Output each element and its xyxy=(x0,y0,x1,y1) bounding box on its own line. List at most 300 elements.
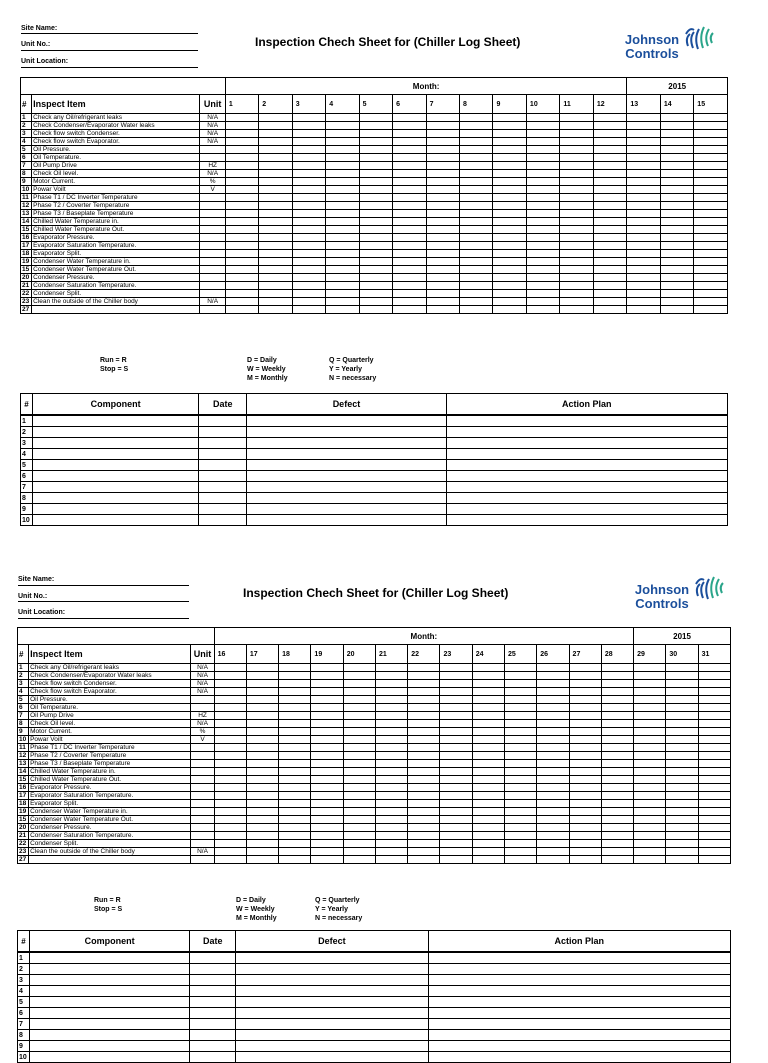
day-cell[interactable] xyxy=(279,752,311,760)
day-cell[interactable] xyxy=(214,760,246,768)
day-cell[interactable] xyxy=(343,760,375,768)
day-cell[interactable] xyxy=(311,688,343,696)
day-cell[interactable] xyxy=(408,664,440,672)
day-cell[interactable] xyxy=(569,672,601,680)
day-cell[interactable] xyxy=(279,680,311,688)
component-cell[interactable] xyxy=(30,1030,190,1041)
day-cell[interactable] xyxy=(375,712,407,720)
day-cell[interactable] xyxy=(601,688,633,696)
day-cell[interactable] xyxy=(505,792,537,800)
day-cell[interactable] xyxy=(408,856,440,864)
day-cell[interactable] xyxy=(666,672,698,680)
day-cell[interactable] xyxy=(246,856,278,864)
day-cell[interactable] xyxy=(698,848,730,856)
day-cell[interactable] xyxy=(279,784,311,792)
day-cell[interactable] xyxy=(440,744,472,752)
action-plan-cell[interactable] xyxy=(428,1041,730,1052)
day-cell[interactable] xyxy=(279,808,311,816)
day-cell[interactable] xyxy=(311,856,343,864)
action-plan-cell[interactable] xyxy=(428,1030,730,1041)
unit-location-field[interactable] xyxy=(18,618,189,619)
day-cell[interactable] xyxy=(214,768,246,776)
day-cell[interactable] xyxy=(472,808,504,816)
day-cell[interactable] xyxy=(311,736,343,744)
day-cell[interactable] xyxy=(698,744,730,752)
day-cell[interactable] xyxy=(601,704,633,712)
defect-cell[interactable] xyxy=(236,1030,428,1041)
day-cell[interactable] xyxy=(569,728,601,736)
day-cell[interactable] xyxy=(666,744,698,752)
day-cell[interactable] xyxy=(698,664,730,672)
day-cell[interactable] xyxy=(698,672,730,680)
day-cell[interactable] xyxy=(698,824,730,832)
component-cell[interactable] xyxy=(30,997,190,1008)
day-cell[interactable] xyxy=(634,704,666,712)
day-cell[interactable] xyxy=(311,752,343,760)
day-cell[interactable] xyxy=(279,696,311,704)
day-cell[interactable] xyxy=(440,752,472,760)
day-cell[interactable] xyxy=(634,720,666,728)
day-cell[interactable] xyxy=(698,680,730,688)
day-cell[interactable] xyxy=(375,816,407,824)
day-cell[interactable] xyxy=(601,752,633,760)
day-cell[interactable] xyxy=(279,760,311,768)
day-cell[interactable] xyxy=(698,760,730,768)
day-cell[interactable] xyxy=(408,728,440,736)
day-cell[interactable] xyxy=(505,720,537,728)
day-cell[interactable] xyxy=(408,736,440,744)
day-cell[interactable] xyxy=(666,728,698,736)
day-cell[interactable] xyxy=(408,712,440,720)
day-cell[interactable] xyxy=(698,792,730,800)
day-cell[interactable] xyxy=(311,784,343,792)
defect-cell[interactable] xyxy=(236,952,428,964)
day-cell[interactable] xyxy=(505,824,537,832)
day-cell[interactable] xyxy=(214,776,246,784)
action-plan-cell[interactable] xyxy=(428,986,730,997)
day-cell[interactable] xyxy=(569,776,601,784)
day-cell[interactable] xyxy=(601,744,633,752)
month-label[interactable]: Month: xyxy=(225,78,627,95)
day-cell[interactable] xyxy=(311,664,343,672)
day-cell[interactable] xyxy=(279,664,311,672)
day-cell[interactable] xyxy=(472,736,504,744)
day-cell[interactable] xyxy=(279,720,311,728)
day-cell[interactable] xyxy=(246,768,278,776)
day-cell[interactable] xyxy=(537,752,569,760)
day-cell[interactable] xyxy=(569,680,601,688)
day-cell[interactable] xyxy=(601,720,633,728)
day-cell[interactable] xyxy=(505,840,537,848)
day-cell[interactable] xyxy=(472,800,504,808)
date-cell[interactable] xyxy=(190,1041,236,1052)
day-cell[interactable] xyxy=(601,792,633,800)
day-cell[interactable] xyxy=(698,752,730,760)
day-cell[interactable] xyxy=(698,704,730,712)
day-cell[interactable] xyxy=(279,840,311,848)
day-cell[interactable] xyxy=(311,680,343,688)
day-cell[interactable] xyxy=(698,800,730,808)
day-cell[interactable] xyxy=(408,824,440,832)
day-cell[interactable] xyxy=(279,704,311,712)
day-cell[interactable] xyxy=(246,816,278,824)
day-cell[interactable] xyxy=(440,800,472,808)
day-cell[interactable] xyxy=(505,800,537,808)
day-cell[interactable] xyxy=(214,680,246,688)
day-cell[interactable] xyxy=(505,832,537,840)
day-cell[interactable] xyxy=(472,784,504,792)
day-cell[interactable] xyxy=(601,784,633,792)
day-cell[interactable] xyxy=(246,680,278,688)
day-cell[interactable] xyxy=(214,784,246,792)
day-cell[interactable] xyxy=(311,696,343,704)
day-cell[interactable] xyxy=(472,856,504,864)
day-cell[interactable] xyxy=(311,840,343,848)
day-cell[interactable] xyxy=(375,808,407,816)
day-cell[interactable] xyxy=(537,816,569,824)
day-cell[interactable] xyxy=(666,856,698,864)
day-cell[interactable] xyxy=(634,856,666,864)
day-cell[interactable] xyxy=(537,680,569,688)
day-cell[interactable] xyxy=(246,840,278,848)
day-cell[interactable] xyxy=(408,744,440,752)
day-cell[interactable] xyxy=(375,720,407,728)
day-cell[interactable] xyxy=(569,784,601,792)
day-cell[interactable] xyxy=(214,856,246,864)
day-cell[interactable] xyxy=(311,720,343,728)
day-cell[interactable] xyxy=(472,720,504,728)
day-cell[interactable] xyxy=(343,752,375,760)
date-cell[interactable] xyxy=(190,952,236,964)
day-cell[interactable] xyxy=(408,848,440,856)
day-cell[interactable] xyxy=(279,776,311,784)
day-cell[interactable] xyxy=(279,672,311,680)
day-cell[interactable] xyxy=(343,664,375,672)
day-cell[interactable] xyxy=(698,688,730,696)
day-cell[interactable] xyxy=(343,696,375,704)
day-cell[interactable] xyxy=(440,720,472,728)
day-cell[interactable] xyxy=(440,680,472,688)
day-cell[interactable] xyxy=(537,856,569,864)
day-cell[interactable] xyxy=(408,720,440,728)
day-cell[interactable] xyxy=(246,720,278,728)
day-cell[interactable] xyxy=(569,848,601,856)
day-cell[interactable] xyxy=(472,840,504,848)
day-cell[interactable] xyxy=(505,784,537,792)
day-cell[interactable] xyxy=(537,824,569,832)
day-cell[interactable] xyxy=(634,808,666,816)
day-cell[interactable] xyxy=(375,728,407,736)
day-cell[interactable] xyxy=(698,768,730,776)
day-cell[interactable] xyxy=(634,744,666,752)
day-cell[interactable] xyxy=(375,736,407,744)
day-cell[interactable] xyxy=(214,752,246,760)
day-cell[interactable] xyxy=(343,712,375,720)
day-cell[interactable] xyxy=(279,736,311,744)
day-cell[interactable] xyxy=(666,792,698,800)
day-cell[interactable] xyxy=(375,800,407,808)
action-plan-cell[interactable] xyxy=(428,997,730,1008)
action-plan-cell[interactable] xyxy=(428,1008,730,1019)
day-cell[interactable] xyxy=(408,672,440,680)
day-cell[interactable] xyxy=(698,696,730,704)
day-cell[interactable] xyxy=(343,720,375,728)
day-cell[interactable] xyxy=(214,672,246,680)
day-cell[interactable] xyxy=(569,816,601,824)
day-cell[interactable] xyxy=(569,840,601,848)
day-cell[interactable] xyxy=(440,760,472,768)
day-cell[interactable] xyxy=(214,696,246,704)
day-cell[interactable] xyxy=(214,808,246,816)
day-cell[interactable] xyxy=(246,728,278,736)
day-cell[interactable] xyxy=(505,760,537,768)
day-cell[interactable] xyxy=(408,832,440,840)
day-cell[interactable] xyxy=(214,728,246,736)
day-cell[interactable] xyxy=(214,736,246,744)
day-cell[interactable] xyxy=(343,688,375,696)
day-cell[interactable] xyxy=(408,688,440,696)
day-cell[interactable] xyxy=(279,816,311,824)
day-cell[interactable] xyxy=(246,696,278,704)
day-cell[interactable] xyxy=(666,752,698,760)
component-cell[interactable] xyxy=(30,1008,190,1019)
day-cell[interactable] xyxy=(666,680,698,688)
day-cell[interactable] xyxy=(214,832,246,840)
day-cell[interactable] xyxy=(214,792,246,800)
day-cell[interactable] xyxy=(440,704,472,712)
day-cell[interactable] xyxy=(343,824,375,832)
day-cell[interactable] xyxy=(505,776,537,784)
day-cell[interactable] xyxy=(634,776,666,784)
date-cell[interactable] xyxy=(190,1030,236,1041)
day-cell[interactable] xyxy=(246,824,278,832)
day-cell[interactable] xyxy=(569,752,601,760)
day-cell[interactable] xyxy=(698,776,730,784)
day-cell[interactable] xyxy=(343,784,375,792)
day-cell[interactable] xyxy=(601,800,633,808)
day-cell[interactable] xyxy=(408,776,440,784)
component-cell[interactable] xyxy=(30,952,190,964)
day-cell[interactable] xyxy=(375,784,407,792)
day-cell[interactable] xyxy=(214,720,246,728)
day-cell[interactable] xyxy=(505,688,537,696)
day-cell[interactable] xyxy=(472,688,504,696)
day-cell[interactable] xyxy=(408,696,440,704)
day-cell[interactable] xyxy=(569,720,601,728)
date-cell[interactable] xyxy=(190,975,236,986)
day-cell[interactable] xyxy=(634,824,666,832)
day-cell[interactable] xyxy=(375,824,407,832)
day-cell[interactable] xyxy=(569,824,601,832)
component-cell[interactable] xyxy=(30,964,190,975)
day-cell[interactable] xyxy=(537,760,569,768)
action-plan-cell[interactable] xyxy=(428,952,730,964)
day-cell[interactable] xyxy=(311,792,343,800)
day-cell[interactable] xyxy=(343,832,375,840)
day-cell[interactable] xyxy=(505,744,537,752)
day-cell[interactable] xyxy=(472,752,504,760)
day-cell[interactable] xyxy=(311,760,343,768)
day-cell[interactable] xyxy=(601,848,633,856)
day-cell[interactable] xyxy=(601,768,633,776)
day-cell[interactable] xyxy=(569,800,601,808)
day-cell[interactable] xyxy=(666,800,698,808)
day-cell[interactable] xyxy=(666,768,698,776)
day-cell[interactable] xyxy=(343,816,375,824)
day-cell[interactable] xyxy=(472,768,504,776)
day-cell[interactable] xyxy=(666,816,698,824)
day-cell[interactable] xyxy=(440,736,472,744)
day-cell[interactable] xyxy=(375,856,407,864)
day-cell[interactable] xyxy=(634,688,666,696)
day-cell[interactable] xyxy=(375,664,407,672)
day-cell[interactable] xyxy=(537,736,569,744)
day-cell[interactable] xyxy=(214,688,246,696)
day-cell[interactable] xyxy=(472,696,504,704)
day-cell[interactable] xyxy=(343,856,375,864)
action-plan-cell[interactable] xyxy=(428,975,730,986)
day-cell[interactable] xyxy=(601,856,633,864)
day-cell[interactable] xyxy=(505,680,537,688)
day-cell[interactable] xyxy=(505,768,537,776)
day-cell[interactable] xyxy=(375,768,407,776)
day-cell[interactable] xyxy=(279,856,311,864)
day-cell[interactable] xyxy=(505,696,537,704)
day-cell[interactable] xyxy=(634,800,666,808)
day-cell[interactable] xyxy=(214,848,246,856)
date-cell[interactable] xyxy=(190,964,236,975)
day-cell[interactable] xyxy=(634,696,666,704)
day-cell[interactable] xyxy=(505,752,537,760)
day-cell[interactable] xyxy=(440,832,472,840)
day-cell[interactable] xyxy=(569,704,601,712)
month-label[interactable]: Month: xyxy=(214,628,633,645)
day-cell[interactable] xyxy=(698,832,730,840)
day-cell[interactable] xyxy=(472,832,504,840)
day-cell[interactable] xyxy=(505,664,537,672)
day-cell[interactable] xyxy=(408,784,440,792)
day-cell[interactable] xyxy=(505,848,537,856)
day-cell[interactable] xyxy=(666,704,698,712)
day-cell[interactable] xyxy=(311,768,343,776)
day-cell[interactable] xyxy=(569,744,601,752)
defect-cell[interactable] xyxy=(236,997,428,1008)
day-cell[interactable] xyxy=(214,744,246,752)
day-cell[interactable] xyxy=(440,688,472,696)
day-cell[interactable] xyxy=(246,744,278,752)
date-cell[interactable] xyxy=(190,997,236,1008)
day-cell[interactable] xyxy=(601,672,633,680)
day-cell[interactable] xyxy=(408,816,440,824)
day-cell[interactable] xyxy=(537,696,569,704)
day-cell[interactable] xyxy=(634,768,666,776)
day-cell[interactable] xyxy=(246,808,278,816)
day-cell[interactable] xyxy=(343,792,375,800)
day-cell[interactable] xyxy=(634,712,666,720)
day-cell[interactable] xyxy=(601,760,633,768)
day-cell[interactable] xyxy=(666,720,698,728)
date-cell[interactable] xyxy=(190,1008,236,1019)
day-cell[interactable] xyxy=(408,792,440,800)
day-cell[interactable] xyxy=(375,832,407,840)
day-cell[interactable] xyxy=(246,712,278,720)
day-cell[interactable] xyxy=(634,672,666,680)
day-cell[interactable] xyxy=(537,728,569,736)
day-cell[interactable] xyxy=(246,832,278,840)
day-cell[interactable] xyxy=(634,664,666,672)
day-cell[interactable] xyxy=(601,808,633,816)
day-cell[interactable] xyxy=(666,712,698,720)
day-cell[interactable] xyxy=(246,784,278,792)
day-cell[interactable] xyxy=(311,816,343,824)
defect-cell[interactable] xyxy=(236,964,428,975)
day-cell[interactable] xyxy=(666,848,698,856)
day-cell[interactable] xyxy=(279,800,311,808)
day-cell[interactable] xyxy=(601,680,633,688)
action-plan-cell[interactable] xyxy=(428,964,730,975)
day-cell[interactable] xyxy=(343,704,375,712)
day-cell[interactable] xyxy=(440,712,472,720)
day-cell[interactable] xyxy=(601,840,633,848)
day-cell[interactable] xyxy=(601,832,633,840)
day-cell[interactable] xyxy=(440,848,472,856)
day-cell[interactable] xyxy=(343,768,375,776)
day-cell[interactable] xyxy=(634,840,666,848)
day-cell[interactable] xyxy=(408,800,440,808)
day-cell[interactable] xyxy=(569,808,601,816)
day-cell[interactable] xyxy=(311,832,343,840)
day-cell[interactable] xyxy=(666,840,698,848)
day-cell[interactable] xyxy=(634,792,666,800)
day-cell[interactable] xyxy=(505,704,537,712)
day-cell[interactable] xyxy=(505,728,537,736)
day-cell[interactable] xyxy=(666,696,698,704)
day-cell[interactable] xyxy=(246,800,278,808)
day-cell[interactable] xyxy=(601,736,633,744)
day-cell[interactable] xyxy=(601,664,633,672)
day-cell[interactable] xyxy=(246,704,278,712)
day-cell[interactable] xyxy=(634,784,666,792)
day-cell[interactable] xyxy=(375,776,407,784)
day-cell[interactable] xyxy=(505,672,537,680)
defect-cell[interactable] xyxy=(236,975,428,986)
defect-cell[interactable] xyxy=(236,1052,428,1063)
day-cell[interactable] xyxy=(601,824,633,832)
day-cell[interactable] xyxy=(505,736,537,744)
day-cell[interactable] xyxy=(343,776,375,784)
day-cell[interactable] xyxy=(311,728,343,736)
defect-cell[interactable] xyxy=(236,986,428,997)
day-cell[interactable] xyxy=(311,848,343,856)
day-cell[interactable] xyxy=(311,672,343,680)
day-cell[interactable] xyxy=(375,760,407,768)
day-cell[interactable] xyxy=(214,800,246,808)
day-cell[interactable] xyxy=(279,712,311,720)
day-cell[interactable] xyxy=(311,712,343,720)
day-cell[interactable] xyxy=(375,752,407,760)
day-cell[interactable] xyxy=(311,808,343,816)
day-cell[interactable] xyxy=(343,808,375,816)
day-cell[interactable] xyxy=(569,832,601,840)
day-cell[interactable] xyxy=(246,776,278,784)
day-cell[interactable] xyxy=(214,664,246,672)
date-cell[interactable] xyxy=(190,986,236,997)
day-cell[interactable] xyxy=(440,728,472,736)
day-cell[interactable] xyxy=(634,728,666,736)
day-cell[interactable] xyxy=(343,728,375,736)
day-cell[interactable] xyxy=(246,792,278,800)
day-cell[interactable] xyxy=(472,824,504,832)
